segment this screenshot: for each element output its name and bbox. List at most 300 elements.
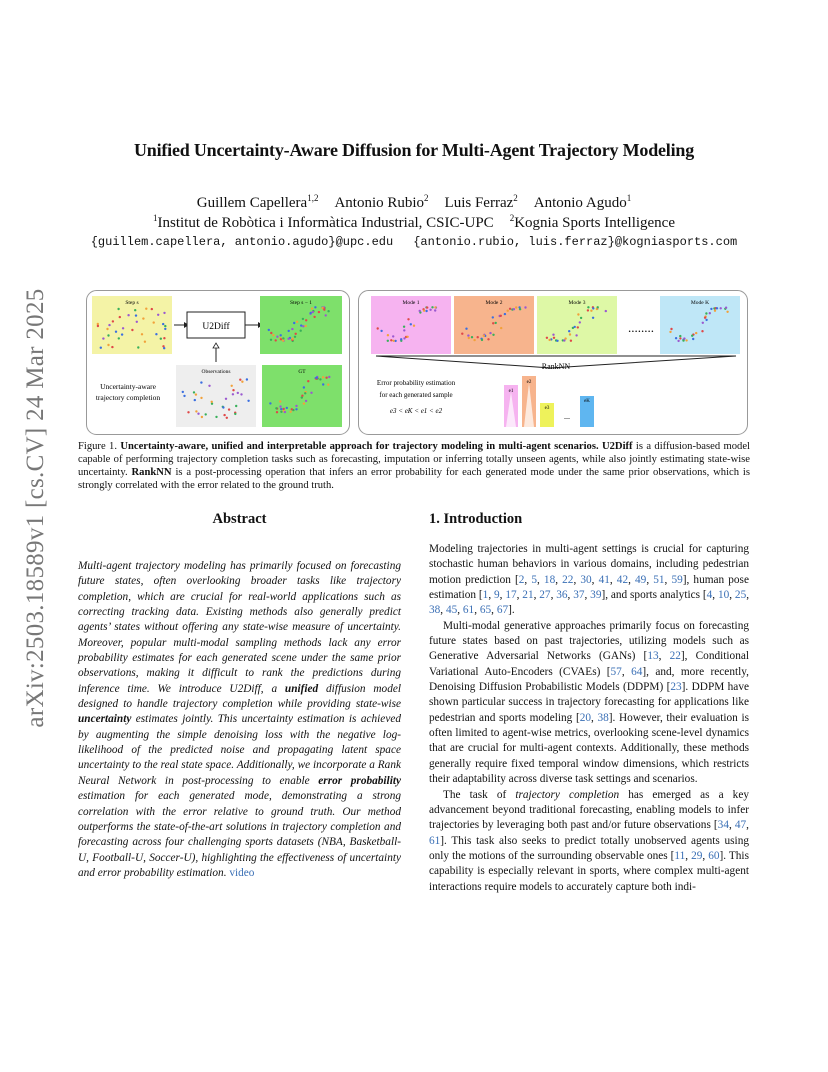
citation-link[interactable]: 57 (610, 665, 622, 678)
author-list (60, 193, 768, 212)
trajectory-dot (282, 339, 284, 341)
trajectory-dot (300, 324, 302, 326)
trajectory-dot (679, 337, 681, 339)
trajectory-dot (387, 334, 389, 336)
trajectory-dot (155, 333, 157, 335)
trajectory-dot (225, 398, 227, 400)
trajectory-dot (151, 308, 153, 310)
email: {antonio.rubio, luis.ferraz}@kogniasports.com (413, 235, 738, 249)
citation-link[interactable]: 13 (647, 650, 659, 663)
trajectory-dot (279, 400, 281, 402)
trajectory-dot (280, 411, 282, 413)
citation-link[interactable]: 18 (543, 573, 556, 586)
step-s1-label: Step s − 1 (290, 300, 312, 306)
trajectory-dot (400, 338, 402, 340)
trajectory-dot (164, 328, 166, 330)
trajectory-dot (552, 334, 554, 336)
trajectory-dot (513, 308, 515, 310)
citation-link[interactable]: 36 (556, 589, 568, 602)
affiliations (60, 213, 768, 232)
trajectory-dot (489, 332, 491, 334)
left-label-2: trajectory completion (95, 393, 161, 402)
trajectory-dot (592, 317, 594, 319)
author-name: Antonio Rubio$^2$ (334, 193, 429, 211)
citation-link[interactable]: 42 (616, 573, 629, 586)
trajectory-dot (327, 310, 329, 312)
trajectory-dot (270, 339, 272, 341)
citation-link[interactable]: 27 (539, 589, 551, 602)
trajectory-dot (720, 307, 722, 309)
trajectory-dot (325, 314, 327, 316)
trajectory-dot (592, 307, 594, 309)
citation-link[interactable]: 4 (706, 589, 713, 602)
citation-link[interactable]: 2 (518, 573, 525, 586)
author-name: Luis Ferraz$^2$ (444, 193, 518, 211)
trajectory-dot (429, 309, 431, 311)
trajectory-dot (137, 346, 139, 348)
citation-link[interactable]: 21 (522, 589, 534, 602)
trajectory-dot (228, 408, 230, 410)
trajectory-dot (563, 339, 565, 341)
trajectory-dot (587, 309, 589, 311)
trajectory-dot (597, 306, 599, 308)
trajectory-dot (115, 331, 117, 333)
trajectory-dot (392, 340, 394, 342)
trajectory-dot (270, 332, 272, 334)
trajectory-dot (235, 405, 237, 407)
trajectory-dot (467, 334, 469, 336)
intro-paragraph-3: The task of trajectory completion has emerged as a key advancement beyond traditional forecasting, enabling models to infer trajectories by leveraging both past and/or future observations [34, 47, 61]. This task also seeks to predict totally unobserved agents using only the motions of the surrounding observable ones [11, 29, 60]. This capability is especially relevant in sports, where complex multi-agent interactions require models to accurately capture both indi- (429, 788, 749, 893)
trajectory-dot (163, 347, 165, 349)
trajectory-dot (131, 329, 133, 331)
trajectory-dot (387, 340, 389, 342)
figure-1-graphic (86, 290, 748, 436)
citation-link[interactable]: 29 (691, 849, 703, 862)
intro-paragraph-1: Modeling trajectories in multi-agent settings is crucial for capturing stochastic human behaviors in various domains, including pedestrian motion prediction [2, 5, 18, 22, 30, 41, 42, 49, 51, 59], human pose estimation [1, 9, 17, 21, 27, 36, 37, 39], and sports analytics [4, 10, 25, 38, 45, 61, 65, 67]. (429, 543, 750, 617)
gt-label: GT (298, 369, 306, 375)
emails (60, 235, 768, 249)
trajectory-dot (296, 321, 298, 323)
caption-ranknn: RankNN (131, 467, 172, 478)
trajectory-dot (495, 322, 497, 324)
trajectory-dot (500, 315, 502, 317)
citation-link[interactable]: 30 (580, 573, 592, 586)
trajectory-dot (685, 339, 687, 341)
caption-text-2: is a post-processing operation that infers an error probability for each generated mode under the same prior observations, which is strongly correlated with the error related to the ground truth. (78, 467, 750, 491)
trajectory-dot (201, 416, 203, 418)
citation-link[interactable]: 10 (717, 589, 730, 602)
trajectory-dot (431, 306, 433, 308)
trajectory-dot (716, 307, 718, 309)
trajectory-dot (118, 337, 120, 339)
trajectory-dot (301, 395, 303, 397)
trajectory-dot (226, 417, 228, 419)
citation-link[interactable]: 38 (597, 711, 609, 724)
trajectory-dot (579, 321, 581, 323)
trajectory-dot (434, 306, 436, 308)
trajectory-dot (112, 320, 114, 322)
trajectory-dot (107, 334, 109, 336)
trajectory-dot (200, 381, 202, 383)
citation-link[interactable]: 64 (631, 665, 643, 678)
trajectory-dot (164, 325, 166, 327)
trajectory-dot (705, 319, 707, 321)
trajectory-dot (419, 310, 421, 312)
trajectory-dot (291, 408, 293, 410)
trajectory-dot (321, 307, 323, 309)
trajectory-dot (575, 334, 577, 336)
email: {guillem.capellera, antonio.agudo}@upc.edu (90, 235, 394, 249)
trajectory-dot (500, 327, 502, 329)
author-name: Antonio Agudo$^1$ (533, 193, 632, 211)
trajectory-dot (231, 385, 233, 387)
trajectory-dot (487, 338, 489, 340)
trajectory-dot (246, 378, 248, 380)
trajectory-dot (279, 405, 281, 407)
citation-link[interactable]: 11 (674, 849, 686, 862)
trajectory-dot (280, 338, 282, 340)
trajectory-dot (465, 328, 467, 330)
trajectory-dot (507, 310, 509, 312)
citation-link[interactable]: 61 (429, 834, 441, 847)
trajectory-dot (548, 339, 550, 341)
trajectory-dot (295, 405, 297, 407)
trajectory-dot (392, 335, 394, 337)
trajectory-dot (709, 312, 711, 314)
trajectory-dot (142, 317, 144, 319)
trajectory-dot (471, 336, 473, 338)
trajectory-dot (403, 329, 405, 331)
trajectory-dot (669, 331, 671, 333)
trajectory-dot (477, 336, 479, 338)
ranknn-label: RankNN (541, 362, 571, 371)
trajectory-dot (302, 325, 304, 327)
trajectory-dot (163, 337, 165, 339)
trajectory-dot (327, 384, 329, 386)
trajectory-dot (313, 316, 315, 318)
trajectory-dot (119, 316, 121, 318)
mode-2-label: Mode 2 (485, 300, 503, 306)
trajectory-dot (481, 339, 483, 341)
trajectory-dot (587, 306, 589, 308)
trajectory-dot (280, 408, 282, 410)
trajectory-dot (605, 310, 607, 312)
trajectory-dot (289, 411, 291, 413)
trajectory-dot (504, 313, 506, 315)
bar-ek-label: eK (584, 399, 590, 404)
trajectory-dot (568, 330, 570, 332)
citation-link[interactable]: 22 (669, 650, 681, 663)
trajectory-dot (323, 309, 325, 311)
citation-link[interactable]: 61 (462, 604, 475, 617)
trajectory-dot (410, 323, 412, 325)
trajectory-dot (102, 337, 104, 339)
trajectory-dot (208, 385, 210, 387)
trajectory-dot (282, 337, 284, 339)
trajectory-dot (390, 339, 392, 341)
trajectory-dot (726, 311, 728, 313)
trajectory-dot (509, 308, 511, 310)
trajectory-dot (276, 411, 278, 413)
emphasis: trajectory completion (515, 788, 620, 801)
trajectory-dot (303, 402, 305, 404)
error-label-2: for each generated sample (379, 391, 453, 399)
trajectory-dot (683, 337, 685, 339)
citation-link[interactable]: 51 (653, 573, 665, 586)
trajectory-dot (704, 317, 706, 319)
trajectory-dot (302, 318, 304, 320)
modes-ellipsis: ........ (628, 320, 654, 335)
affiliation: $^2$Kognia Sports Intelligence (509, 213, 675, 231)
trajectory-dot (406, 336, 408, 338)
trajectory-dot (183, 395, 185, 397)
trajectory-dot (232, 389, 234, 391)
trajectory-dot (293, 322, 295, 324)
trajectory-dot (269, 402, 271, 404)
trajectory-dot (303, 386, 305, 388)
left-label-1: Uncertainty-aware (100, 382, 156, 391)
trajectory-dot (473, 339, 475, 341)
video-link[interactable]: video (229, 866, 255, 879)
trajectory-dot (322, 376, 324, 378)
trajectory-dot (193, 391, 195, 393)
trajectory-dot (272, 334, 274, 336)
caption-u2diff: U2Diff (601, 441, 633, 452)
trajectory-dot (434, 309, 436, 311)
trajectory-dot (483, 335, 485, 337)
u2diff-label: U2Diff (202, 322, 230, 332)
mode-1-label: Mode 1 (402, 300, 420, 306)
citation-link[interactable]: 45 (445, 604, 458, 617)
trajectory-dot (461, 333, 463, 335)
trajectory-dot (305, 325, 307, 327)
trajectory-dot (134, 309, 136, 311)
error-label-1: Error probability estimation (376, 379, 456, 387)
author-name: Guillem Capellera$^{1,2}$ (196, 193, 319, 211)
trajectory-dot (426, 306, 428, 308)
trajectory-dot (195, 410, 197, 412)
trajectory-dot (287, 338, 289, 340)
trajectory-dot (275, 339, 277, 341)
trajectory-dot (163, 312, 165, 314)
trajectory-dot (194, 399, 196, 401)
trajectory-dot (553, 337, 555, 339)
citation-link[interactable]: 1 (482, 589, 489, 602)
intro-heading: 1. Introduction (429, 511, 523, 527)
trajectory-dot (312, 311, 314, 313)
trajectory-dot (310, 392, 312, 394)
trajectory-dot (106, 328, 108, 330)
trajectory-dot (492, 316, 494, 318)
trajectory-dot (492, 322, 494, 324)
citation-link[interactable]: 20 (579, 711, 592, 724)
trajectory-dot (295, 333, 297, 335)
trajectory-dot (570, 340, 572, 342)
citation-link[interactable]: 49 (635, 573, 647, 586)
trajectory-dot (377, 327, 379, 329)
figure-caption (78, 440, 750, 492)
trajectory-dot (234, 413, 236, 415)
trajectory-dot (305, 400, 307, 402)
trajectory-dot (328, 376, 330, 378)
trajectory-dot (237, 392, 239, 394)
abstract-heading: Abstract (212, 511, 267, 527)
caption-label: Figure 1. (78, 441, 117, 452)
trajectory-dot (141, 333, 143, 335)
trajectory-dot (127, 314, 129, 316)
trajectory-dot (275, 407, 277, 409)
trajectory-dot (307, 380, 309, 382)
trajectory-dot (240, 393, 242, 395)
citation-link[interactable]: 37 (573, 589, 585, 602)
bars-ellipsis: ... (564, 412, 570, 421)
citation-link[interactable]: 60 (708, 849, 720, 862)
trajectory-dot (284, 411, 286, 413)
citation-link[interactable]: 59 (671, 573, 683, 586)
trajectory-dot (215, 416, 217, 418)
trajectory-dot (580, 317, 582, 319)
intro-paragraph-2: Multi-modal generative approaches primarily focus on forecasting future states based on past trajectories, utilizing models such as Generative Adversarial Networks (GANs) [13, 22], Conditional Variational Auto-Encoders (CVAEs) [57, 64], and, more recently, Denoising Diffusion Probabilistic Models (DDPM) [23]. DDPM have shown particular success in trajectory forecasting for applications like pedestrian and sports modeling [20, 38]. However, their evaluation is often limited to agent-wise metrics, overlooking scene-level dynamics that are crucial for multi-agent contexts. Additionally, these methods generally require fixed temporal window dimensions, which restricts their adaptability across diverse task settings and scenarios. (429, 619, 749, 786)
trajectory-dot (182, 391, 184, 393)
observations-label: Observations (201, 369, 231, 375)
trajectory-dot (492, 334, 494, 336)
bar-e3-label: e3 (544, 406, 550, 411)
trajectory-dot (153, 321, 155, 323)
trajectory-dot (677, 340, 679, 342)
trajectory-dot (380, 330, 382, 332)
trajectory-dot (524, 306, 526, 308)
trajectory-dot (107, 344, 109, 346)
trajectory-dot (577, 326, 579, 328)
trajectory-dot (714, 310, 716, 312)
trajectory-dot (319, 378, 321, 380)
trajectory-dot (232, 393, 234, 395)
trajectory-dot (160, 338, 162, 340)
trajectory-dot (318, 311, 320, 313)
citation-link[interactable]: 5 (531, 573, 537, 586)
trajectory-dot (268, 329, 270, 331)
trajectory-dot (310, 312, 312, 314)
trajectory-dot (403, 326, 405, 328)
citation-link[interactable]: 39 (590, 589, 602, 602)
intro-body (429, 542, 749, 895)
trajectory-dot (701, 330, 703, 332)
figure-1 (86, 290, 748, 436)
citation-link[interactable]: 25 (734, 589, 747, 602)
arxiv-stamp: arXiv:2503.18589v1 [cs.CV] 24 Mar 2025 (22, 288, 49, 728)
trajectory-dot (691, 335, 693, 337)
trajectory-dot (292, 338, 294, 340)
trajectory-dot (247, 400, 249, 402)
trajectory-dot (197, 413, 199, 415)
caption-text-1: is a diffusion-based model capable of performing trajectory completion tasks such as forecasting, imputation or inferring totally unseen agents, while also jointly estimating state-wise uncertainty. (78, 441, 750, 478)
trajectory-dot (679, 335, 681, 337)
trajectory-dot (300, 330, 302, 332)
trajectory-dot (288, 330, 290, 332)
trajectory-dot (577, 313, 579, 315)
citation-link[interactable]: 67 (496, 604, 509, 617)
citation-link[interactable]: 65 (479, 604, 492, 617)
trajectory-dot (515, 306, 517, 308)
trajectory-dot (425, 310, 427, 312)
trajectory-dot (725, 307, 727, 309)
trajectory-dot (239, 379, 241, 381)
trajectory-dot (121, 333, 123, 335)
bar-e2-label: e2 (526, 380, 532, 385)
error-inequality: e3 < eK < e1 < e2 (389, 407, 443, 415)
trajectory-dot (117, 308, 119, 310)
mode-3-label: Mode 3 (568, 300, 586, 306)
trajectory-dot (136, 321, 138, 323)
citation-link[interactable]: 22 (562, 573, 574, 586)
trajectory-dot (145, 308, 147, 310)
trajectory-dot (316, 377, 318, 379)
trajectory-dot (111, 346, 113, 348)
bar-e1-label: e1 (508, 389, 514, 394)
trajectory-dot (590, 310, 592, 312)
citation-link[interactable]: 9 (494, 589, 500, 602)
trajectory-dot (276, 336, 278, 338)
trajectory-dot (519, 308, 521, 310)
trajectory-dot (157, 314, 159, 316)
citation-link[interactable]: 38 (429, 604, 441, 617)
trajectory-dot (100, 347, 102, 349)
trajectory-dot (670, 328, 672, 330)
trajectory-dot (468, 337, 470, 339)
trajectory-dot (205, 413, 207, 415)
trajectory-dot (187, 411, 189, 413)
trajectory-dot (702, 322, 704, 324)
trajectory-dot (122, 327, 124, 329)
trajectory-dot (211, 401, 213, 403)
trajectory-dot (311, 307, 313, 309)
trajectory-dot (407, 318, 409, 320)
trajectory-dot (705, 312, 707, 314)
citation-link[interactable]: 34 (717, 819, 729, 832)
trajectory-dot (423, 310, 425, 312)
trajectory-dot (710, 308, 712, 310)
abstract-body: Multi-agent trajectory modeling has primarily focused on forecasting future states, often overlooking broader tasks like trajectory completion, which are crucial for real-world applications such as correcting tracking data. Existing methods also generally predict agents’ states without offering any state-wise measure of uncertainty. Moreover, popular multi-modal sampling methods lack any error probability estimates for each generated scene under the same prior observations, making it difficult to rank the predictions during inference time. We introduce U2Diff, a unified diffusion model designed to handle trajectory completion while providing state-wise uncertainty estimates jointly. This uncertainty estimation is achieved by augmenting the simple denoising loss with the negative log-likelihood of the predicted noise and propagating latent space uncertainty to the real state space. Additionally, we incorporate a Rank Neural Network in post-processing to enable error probability estimation for each generated mode, demonstrating a strong correlation with the error relative to ground truth. Our method outperforms the state-of-the-art solutions in trajectory completion and forecasting across four challenging sports datasets (NBA, Basketball-U, Football-U, Soccer-U), highlighting the effectiveness of uncertainty and error probability estimation. video (78, 560, 401, 879)
trajectory-dot (322, 383, 324, 385)
step-s-label: Step s (125, 300, 139, 306)
trajectory-dot (305, 319, 307, 321)
trajectory-dot (144, 341, 146, 343)
trajectory-dot (314, 306, 316, 308)
trajectory-dot (280, 334, 282, 336)
trajectory-dot (325, 377, 327, 379)
citation-link[interactable]: 23 (670, 681, 682, 694)
citation-link[interactable]: 17 (505, 589, 517, 602)
trajectory-dot (695, 332, 697, 334)
trajectory-dot (692, 338, 694, 340)
trajectory-dot (295, 408, 297, 410)
trajectory-dot (574, 326, 576, 328)
trajectory-dot (569, 333, 571, 335)
trajectory-dot (223, 414, 225, 416)
trajectory-dot (413, 325, 415, 327)
trajectory-dot (135, 314, 137, 316)
trajectory-dot (546, 337, 548, 339)
trajectory-dot (97, 325, 99, 327)
caption-bold: Uncertainty-aware, unified and interpretable approach for trajectory modeling in multi-agent scenarios. (120, 441, 599, 452)
citation-link[interactable]: 47 (734, 819, 747, 832)
trajectory-dot (162, 323, 164, 325)
citation-link[interactable]: 41 (598, 573, 610, 586)
mode-k-label: Mode K (690, 300, 710, 306)
trajectory-dot (195, 393, 197, 395)
trajectory-dot (291, 328, 293, 330)
trajectory-dot (556, 340, 558, 342)
